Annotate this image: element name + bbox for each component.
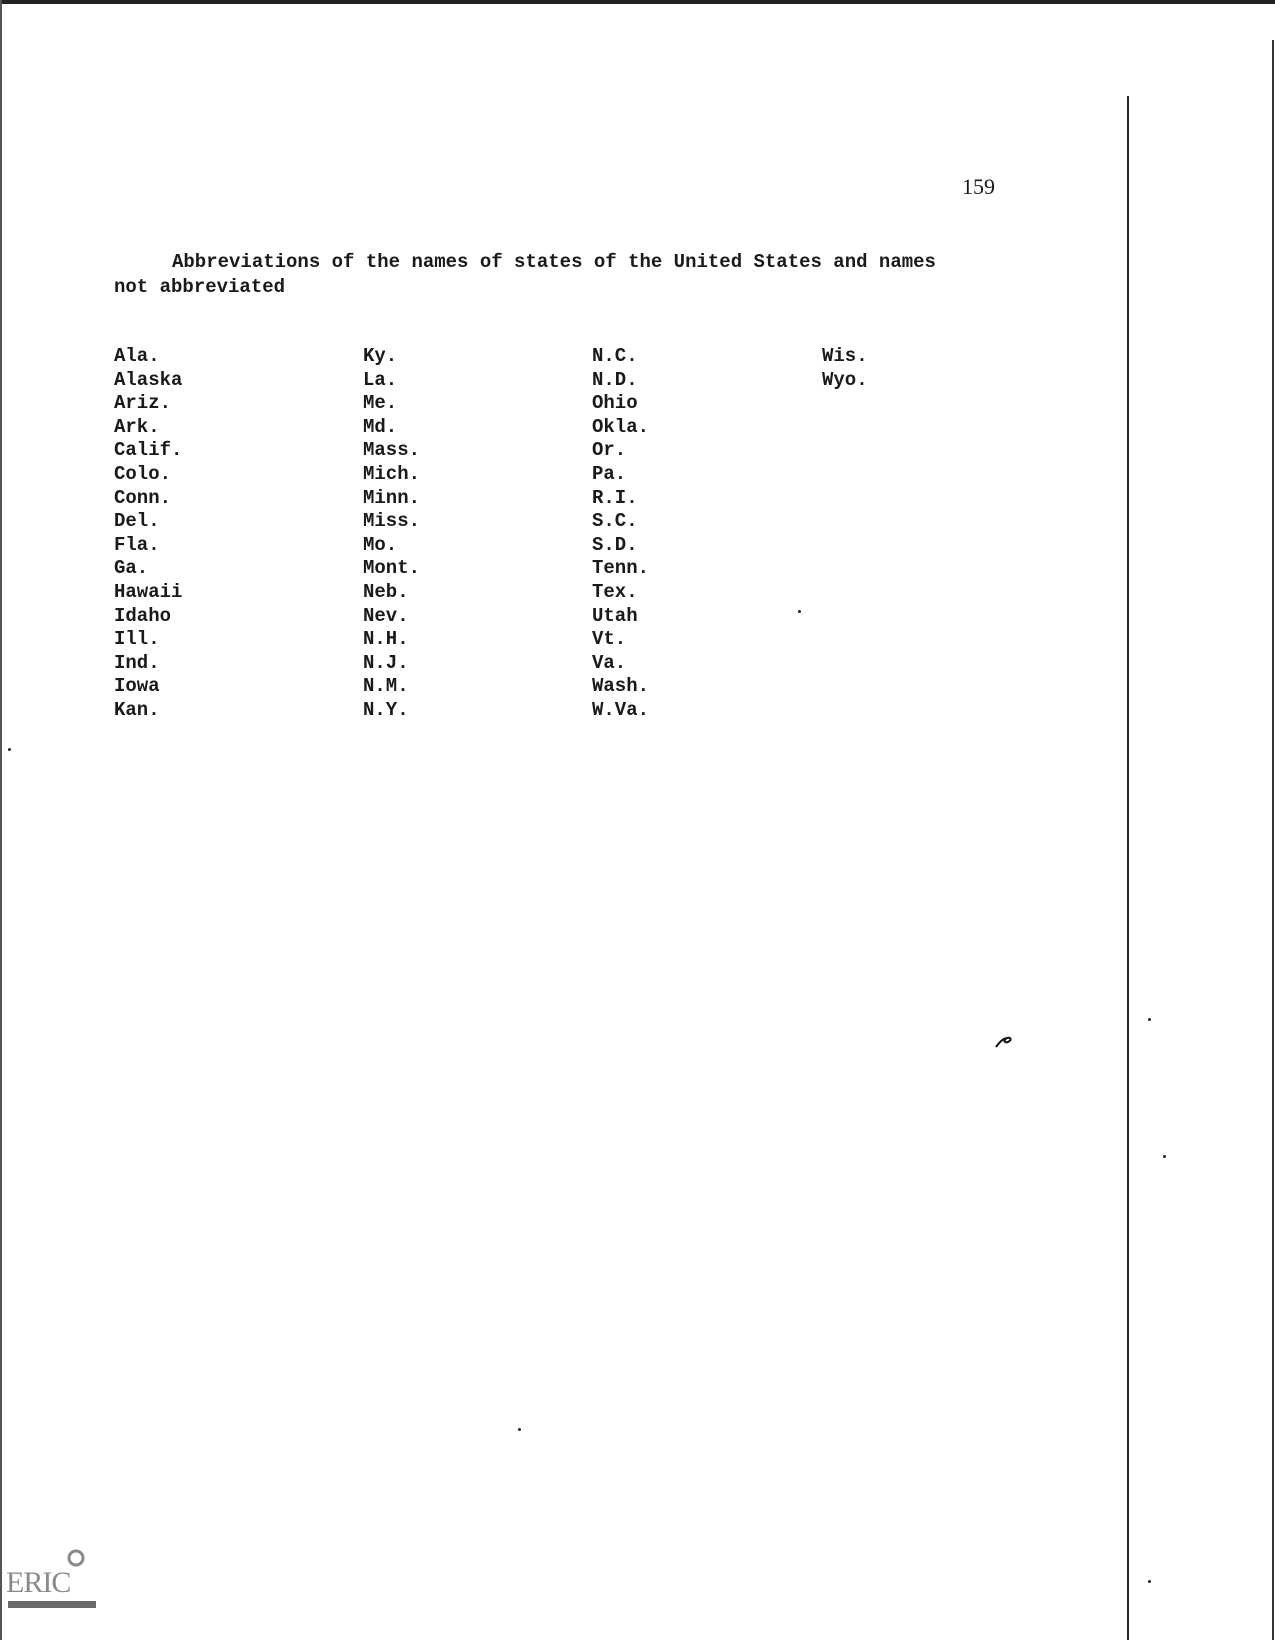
scan-speck xyxy=(1148,1580,1151,1583)
abbreviation-column-3 xyxy=(592,345,649,723)
abbreviation-item: Me. xyxy=(363,392,398,415)
abbreviation-item: Or. xyxy=(592,439,627,462)
abbreviation-item: Wash. xyxy=(592,675,650,698)
abbreviation-item: Ind. xyxy=(114,651,160,674)
abbreviation-item: Miss. xyxy=(363,510,421,533)
title-line-2: not abbreviated xyxy=(114,276,286,298)
abbreviation-item: Va. xyxy=(592,651,627,674)
abbreviation-item: N.C. xyxy=(592,345,638,367)
abbreviation-item: S.D. xyxy=(592,533,638,556)
abbreviation-item: Ala. xyxy=(114,345,160,367)
abbreviation-item: Neb. xyxy=(363,580,409,603)
scan-speck xyxy=(1148,1018,1151,1021)
abbreviation-item: N.H. xyxy=(363,628,409,651)
abbreviation-item: Ill. xyxy=(114,628,160,651)
abbreviation-item: Calif. xyxy=(114,439,183,462)
abbreviation-column-2 xyxy=(363,345,420,723)
abbreviation-item: Alaska xyxy=(114,368,183,391)
abbreviation-item: Wis. xyxy=(822,345,868,367)
abbreviation-item: Minn. xyxy=(363,486,421,509)
abbreviation-item: Nev. xyxy=(363,604,409,627)
abbreviation-item: Hawaii xyxy=(114,580,183,603)
abbreviation-item: Ariz. xyxy=(114,392,172,415)
abbreviation-column-4 xyxy=(822,345,868,392)
abbreviation-item: Idaho xyxy=(114,604,172,627)
abbreviation-item: Mass. xyxy=(363,439,421,462)
abbreviation-item: Kan. xyxy=(114,698,160,721)
abbreviation-item: Ohio xyxy=(592,392,638,415)
document-title xyxy=(114,250,994,300)
abbreviation-item: Mo. xyxy=(363,533,398,556)
abbreviation-item: Wyo. xyxy=(822,368,868,391)
title-line-1: Abbreviations of the names of states of the United States and names xyxy=(172,251,936,273)
abbreviation-item: Utah xyxy=(592,604,638,627)
abbreviation-item: Conn. xyxy=(114,486,172,509)
page-margin-rule xyxy=(1127,96,1129,1640)
abbreviation-item: N.J. xyxy=(363,651,409,674)
page-top-edge xyxy=(0,0,1275,4)
abbreviation-item: Md. xyxy=(363,415,398,438)
scan-speck xyxy=(8,748,11,751)
scan-speck xyxy=(518,1428,521,1431)
abbreviation-item: Del. xyxy=(114,510,160,533)
abbreviation-item: Iowa xyxy=(114,675,160,698)
abbreviation-item: Mont. xyxy=(363,557,421,580)
abbreviation-item: La. xyxy=(363,368,398,391)
abbreviation-item: Ark. xyxy=(114,415,160,438)
page-left-edge xyxy=(0,0,2,1640)
abbreviation-item: W.Va. xyxy=(592,698,650,721)
abbreviation-item: Vt. xyxy=(592,628,627,651)
abbreviation-item: N.M. xyxy=(363,675,409,698)
abbreviation-item: Pa. xyxy=(592,462,627,485)
eric-logo-text: ERIC xyxy=(6,1566,71,1599)
abbreviation-item: Mich. xyxy=(363,462,421,485)
abbreviation-item: Ga. xyxy=(114,557,149,580)
abbreviation-item: Ky. xyxy=(363,345,398,367)
abbreviation-item: S.C. xyxy=(592,510,638,533)
scan-speck xyxy=(1163,1155,1166,1158)
abbreviation-item: Okla. xyxy=(592,415,650,438)
abbreviation-item: Tenn. xyxy=(592,557,650,580)
abbreviation-item: R.I. xyxy=(592,486,638,509)
pen-mark-icon xyxy=(995,1035,1013,1049)
page-right-edge xyxy=(1272,40,1274,1640)
abbreviation-item: N.Y. xyxy=(363,698,409,721)
scan-speck xyxy=(798,610,801,613)
abbreviation-column-1 xyxy=(114,345,182,723)
abbreviation-item: Tex. xyxy=(592,580,638,603)
abbreviation-item: N.D. xyxy=(592,368,638,391)
page-number: 159 xyxy=(962,174,995,199)
eric-logo-bar xyxy=(8,1601,96,1608)
abbreviation-item: Fla. xyxy=(114,533,160,556)
abbreviation-item: Colo. xyxy=(114,462,172,485)
